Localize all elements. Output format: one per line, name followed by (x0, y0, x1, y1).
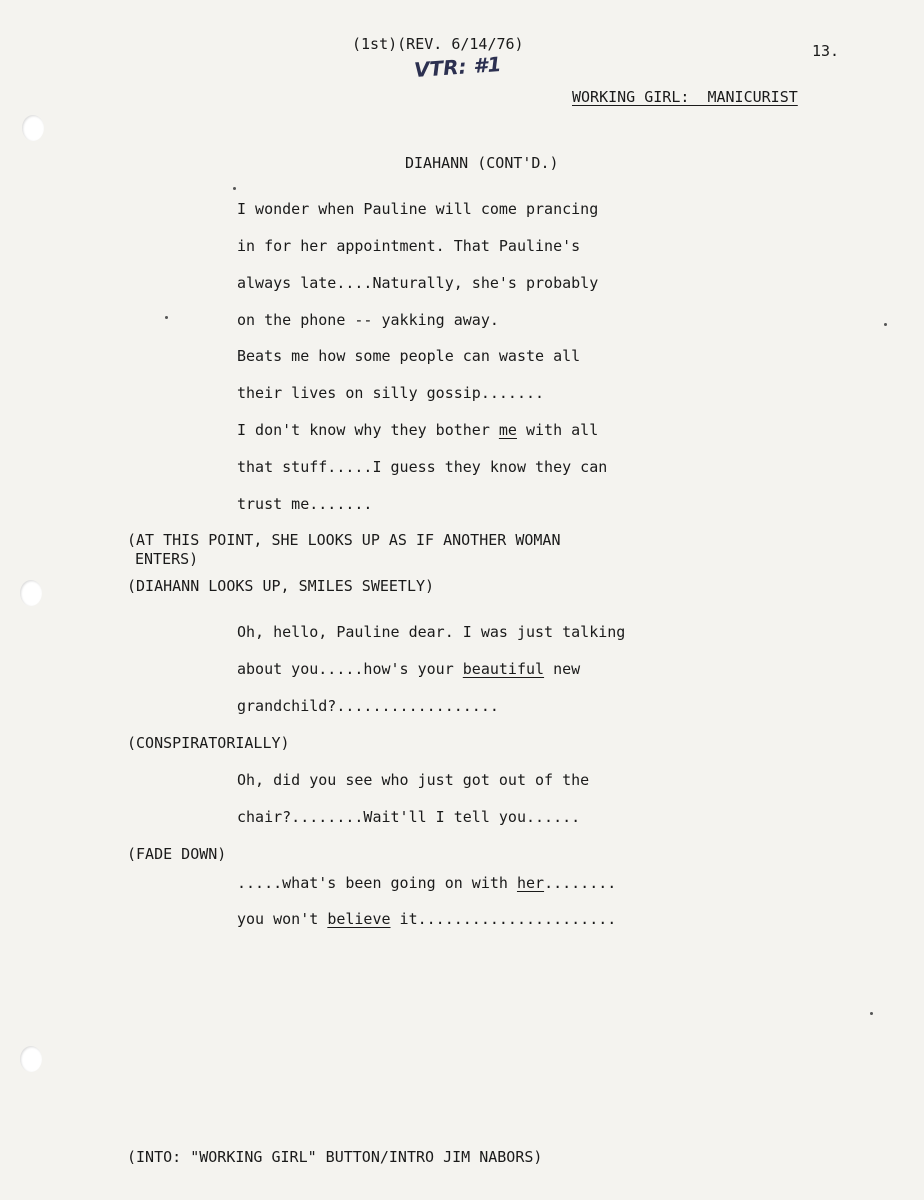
stage-direction: ENTERS) (135, 550, 199, 568)
dialogue-text: ........ (544, 874, 617, 892)
dialogue-text: you won't (237, 910, 328, 928)
character-cue: DIAHANN (CONT'D.) (405, 154, 559, 172)
underlined-word: her (516, 874, 545, 892)
handwritten-note: VTR: #1 (413, 51, 503, 83)
dialogue-text: with all (516, 421, 599, 439)
speck (884, 323, 887, 326)
stage-direction: (AT THIS POINT, SHE LOOKS UP AS IF ANOTHER WOMAN (127, 531, 561, 549)
underlined-word: believe (327, 910, 391, 928)
speck (870, 1012, 873, 1015)
underlined-word: beautiful (462, 660, 545, 678)
segment-title: WORKING GIRL: MANICURIST (572, 88, 798, 106)
dialogue-line: their lives on silly gossip....... (237, 384, 545, 402)
dialogue-line: Oh, hello, Pauline dear. I was just talking (237, 623, 626, 641)
revision-line: (1st)(REV. 6/14/76) (352, 35, 524, 53)
dialogue-line: that stuff.....I guess they know they can (237, 458, 608, 476)
binder-hole (20, 580, 42, 606)
dialogue-line: Beats me how some people can waste all (237, 347, 581, 365)
dialogue-line (237, 874, 616, 892)
binder-hole (22, 115, 44, 141)
dialogue-text: about you.....how's your (237, 660, 463, 678)
dialogue-line: on the phone -- yakking away. (237, 311, 499, 329)
dialogue-line: always late....Naturally, she's probably (237, 274, 599, 292)
dialogue-line (237, 421, 598, 439)
dialogue-text: .....what's been going on with (237, 874, 517, 892)
dialogue-line (237, 660, 580, 678)
dialogue-line: grandchild?.................. (237, 697, 499, 715)
underlined-word: me (498, 421, 517, 439)
dialogue-line: trust me....... (237, 495, 373, 513)
dialogue-line (237, 910, 616, 928)
dialogue-text: it...................... (390, 910, 617, 928)
stage-direction: (CONSPIRATORIALLY) (127, 734, 290, 752)
speck (165, 316, 168, 319)
dialogue-line: Oh, did you see who just got out of the (237, 771, 590, 789)
dialogue-line: I wonder when Pauline will come prancing (237, 200, 599, 218)
dialogue-line: chair?........Wait'll I tell you...... (237, 808, 581, 826)
stage-direction: (FADE DOWN) (127, 845, 227, 863)
speck (233, 187, 236, 190)
dialogue-line: in for her appointment. That Pauline's (237, 237, 581, 255)
binder-hole (20, 1046, 42, 1072)
page-number: 13. (812, 42, 840, 60)
dialogue-text: I don't know why they bother (237, 421, 499, 439)
footer-cue: (INTO: "WORKING GIRL" BUTTON/INTRO JIM NABORS) (127, 1148, 543, 1166)
stage-direction: (DIAHANN LOOKS UP, SMILES SWEETLY) (127, 577, 435, 595)
dialogue-text: new (544, 660, 581, 678)
